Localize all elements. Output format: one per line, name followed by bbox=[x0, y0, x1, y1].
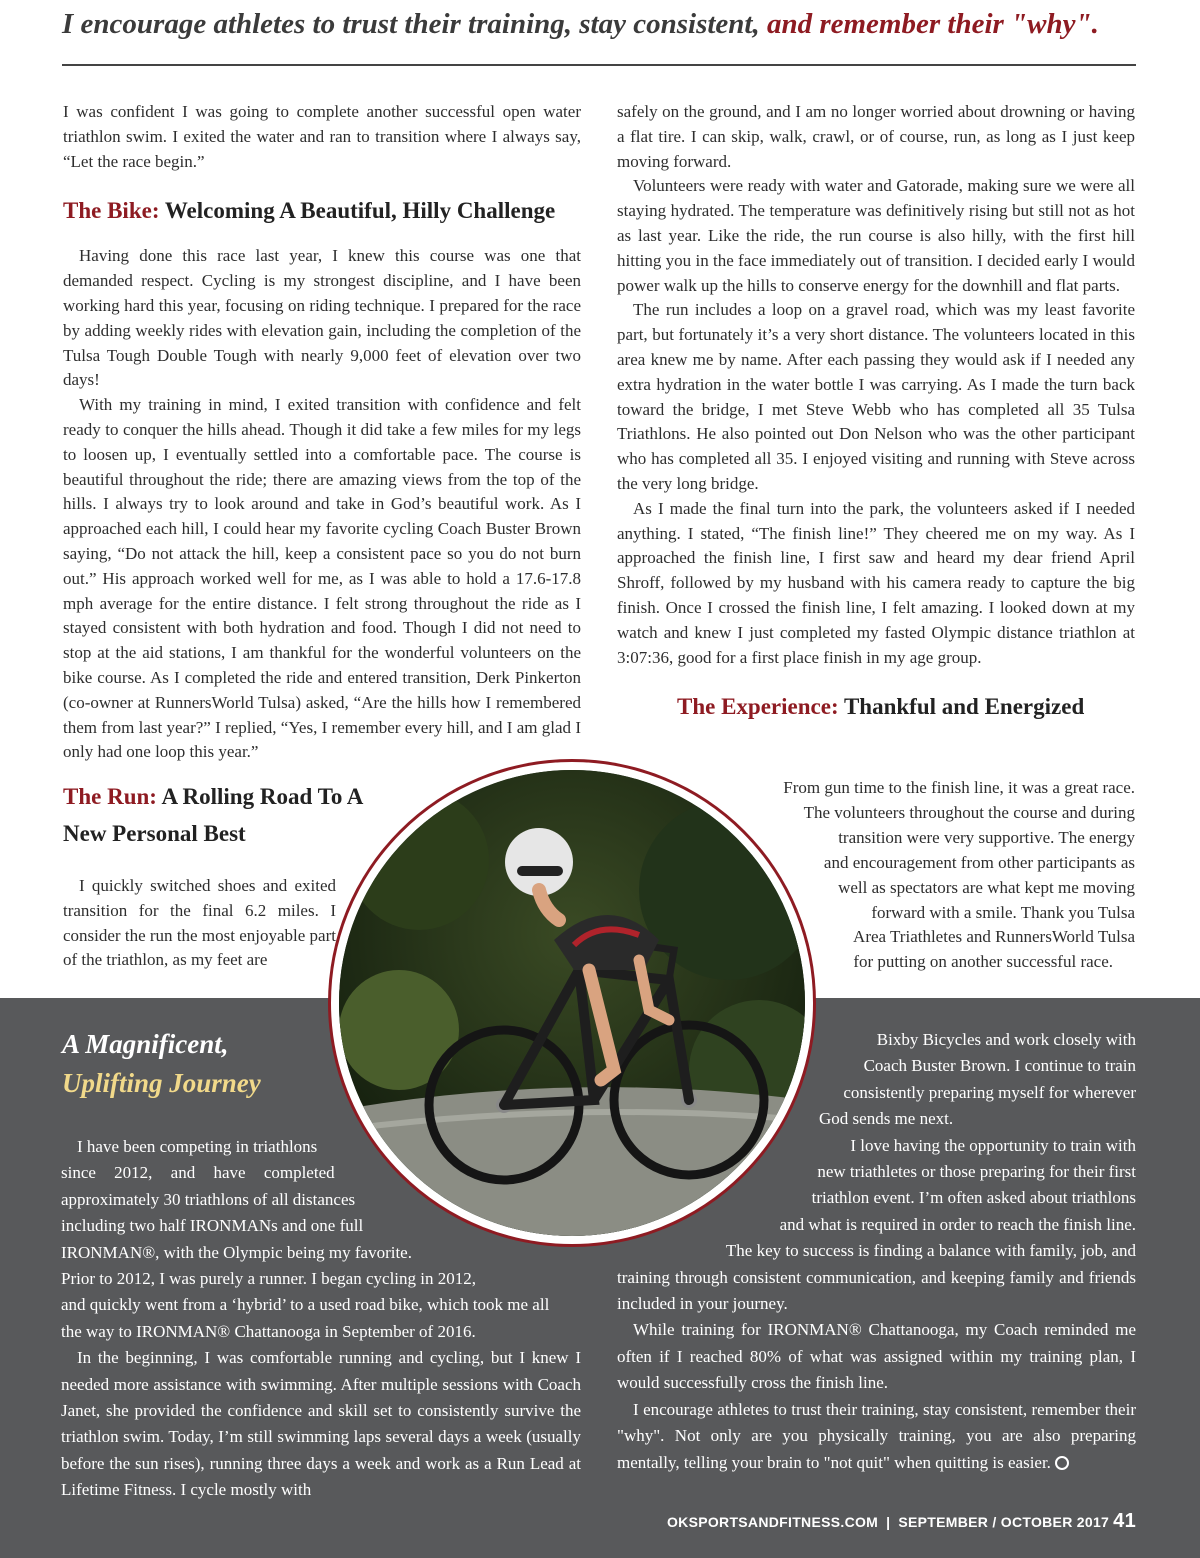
header-rule bbox=[62, 64, 1136, 66]
left-column bbox=[63, 100, 581, 765]
right-column bbox=[617, 100, 1135, 722]
bike-heading-title: Welcoming A Beautiful, Hilly Challenge bbox=[164, 198, 556, 224]
journey-line: The key to success is finding a balance with family, job, and bbox=[725, 1241, 1136, 1261]
journey-line: Coach Buster Brown. I continue to train bbox=[863, 1056, 1136, 1076]
footer-issue: SEPTEMBER / OCTOBER 2017 bbox=[898, 1514, 1110, 1530]
journey-paragraph-2: In the beginning, I was comfortable running and cycling, but I knew I needed more assistance with swimming. After multiple sessions with Coach Janet, she provided the confidence and skill set to consistently survive the triathlon swim. Today, I’m still swimming laps several days a week (usually before the sun rises), running three days a week and work as a Run Lead at Lifetime Fitness. I cycle mostly with bbox=[61, 1348, 581, 1500]
experience-line: From gun time to the finish line, it was a great race. bbox=[783, 778, 1135, 797]
journey-paragraph-cont: training through consistent communication, and keeping family and friends included in your journey. bbox=[617, 1267, 1136, 1314]
experience-line: transition were very supportive. The energy bbox=[838, 827, 1135, 847]
journey-line: I love having the opportunity to train with bbox=[850, 1135, 1136, 1155]
journey-line: and what is required in order to reach the finish line. bbox=[779, 1214, 1136, 1234]
intro-paragraph: I was confident I was going to complete another successful open water triathlon swim. I exited the water and ran to transition where I always say, “Let the race begin.” bbox=[63, 102, 581, 171]
bike-paragraph-1: Having done this race last year, I knew this course was one that demanded respect. Cycling is my strongest discipline, and I have been working hard this year, focusing on riding technique. I prepared for the race by adding weekly rides with elevation gain, including the completion of the Tulsa Tough Double Tough with nearly 9,000 feet of elevation over two days! bbox=[63, 246, 581, 390]
bike-heading-label: The Bike: bbox=[63, 198, 160, 224]
journey-line: approximately 30 triathlons of all distances bbox=[61, 1189, 356, 1209]
experience-line: forward with a smile. Thank you Tulsa bbox=[871, 902, 1135, 922]
experience-heading bbox=[677, 692, 1135, 722]
footer-separator: | bbox=[886, 1514, 891, 1530]
run-paragraph-5: As I made the final turn into the park, the volunteers asked if I needed anything. I stated, “The finish line!” They cheered me on my way. As I approached the finish line, I first saw and heard my dear friend April Shroff, followed by my husband with his camera ready to capture the big finish. Once I crossed the finish line, I felt amazing. I looked down at my watch and knew I just completed my fasted Olympic distance triathlon at 3:07:36, good for a first place finish in my age group. bbox=[617, 498, 1135, 667]
journey-line: since 2012, and have completed bbox=[61, 1163, 335, 1183]
cyclist-photo bbox=[331, 762, 813, 1244]
journey-line: IRONMAN®, with the Olympic being my favorite. bbox=[61, 1242, 412, 1262]
run-paragraph-1: I quickly switched shoes and exited transition for the final 6.2 miles. I consider the run the most enjoyable part of the triathlon, as my feet are bbox=[63, 876, 336, 970]
experience-line: Area Triathletes and RunnersWorld Tulsa bbox=[853, 927, 1135, 947]
journey-line: including two half IRONMANs and one full bbox=[61, 1216, 364, 1236]
experience-line: and encouragement from other participants as bbox=[823, 852, 1135, 872]
journey-title bbox=[62, 1025, 261, 1103]
page-footer bbox=[667, 1510, 1136, 1533]
journey-paragraph-3: While training for IRONMAN® Chattanooga, my Coach reminded me often if I reached 80% of what was assigned within my training plan, I would successfully cross the finish line. bbox=[617, 1320, 1136, 1393]
experience-line: for putting on another successful race. bbox=[853, 952, 1113, 972]
run-paragraph-3: Volunteers were ready with water and Gatorade, making sure we were all staying hydrated. The temperature was definitively rising but still not as hot as last year. Like the ride, the run course is also hilly, with the first hill hitting you in the face immediately out of transition. I decided early I would power walk up the hills to conserve energy for the downhill and flat parts. bbox=[617, 176, 1135, 295]
experience-line: well as spectators are what kept me moving bbox=[838, 877, 1135, 897]
pull-quote-text: I encourage athletes to trust their training, stay consistent, bbox=[62, 8, 760, 40]
journey-line: triathlon event. I’m often asked about triathlons bbox=[811, 1188, 1136, 1208]
journey-line: God sends me next. bbox=[819, 1109, 954, 1129]
footer-site: OKSPORTSANDFITNESS.COM bbox=[666, 1514, 879, 1530]
experience-heading-label: The Experience: bbox=[677, 694, 839, 720]
journey-line: I have been competing in triathlons bbox=[77, 1137, 318, 1156]
page-number: 41 bbox=[1113, 1510, 1136, 1532]
journey-line: Bixby Bicycles and work closely with bbox=[876, 1030, 1136, 1049]
journey-line: the way to IRONMAN® Chattanooga in September of 2016. bbox=[61, 1321, 476, 1341]
pull-quote-accent: and remember their "why". bbox=[766, 8, 1099, 40]
journey-paragraph-4-text: I encourage athletes to trust their training, stay consistent, remember their "why". Not only are you physically training, you are also preparing mentally, telling your brain to "not quit" when quitting is easier. bbox=[617, 1399, 1136, 1472]
cyclist-illustration bbox=[339, 770, 805, 1236]
journey-title-2: Uplifting Journey bbox=[62, 1068, 261, 1098]
experience-heading-title: Thankful and Energized bbox=[843, 694, 1085, 720]
journey-line: new triathletes or those preparing for their first bbox=[817, 1162, 1136, 1182]
bike-heading bbox=[63, 196, 581, 226]
run-heading-title-2: New Personal Best bbox=[63, 821, 246, 846]
run-column bbox=[63, 874, 336, 973]
journey-paragraph-4 bbox=[617, 1397, 1136, 1476]
run-paragraph-4: The run includes a loop on a gravel road, which was my least favorite part, but fortunately it’s a very short distance. The volunteers located in this area knew me by name. After each passing they would ask if I needed any extra hydration in the water bottle I was carrying. As I made the turn back toward the bridge, I met Steve Webb who has completed all 35 Tulsa Triathlons. He also pointed out Don Nelson who was the other participant who has completed all 35. I enjoyed visiting and running with Steve across the very long bridge. bbox=[617, 300, 1135, 493]
run-paragraph-2: safely on the ground, and I am no longer worried about drowning or having a flat tire. I can skip, walk, crawl, or of course, run, as long as I just keep moving forward. bbox=[617, 102, 1135, 171]
journey-line: Prior to 2012, I was purely a runner. I began cycling in 2012, bbox=[61, 1269, 476, 1289]
journey-line: and quickly went from a ‘hybrid’ to a used road bike, which took me all bbox=[61, 1295, 550, 1315]
run-heading bbox=[63, 778, 403, 852]
end-mark-icon bbox=[1055, 1456, 1069, 1470]
journey-title-1: A Magnificent, bbox=[62, 1029, 229, 1059]
experience-line: The volunteers throughout the course and during bbox=[803, 802, 1135, 822]
pull-quote bbox=[62, 8, 1142, 41]
run-heading-label: The Run: bbox=[63, 784, 157, 809]
journey-line: consistently preparing myself for wherever bbox=[843, 1082, 1136, 1102]
run-heading-title-1: A Rolling Road To A bbox=[161, 784, 364, 809]
bike-paragraph-2: With my training in mind, I exited transition with confidence and felt ready to conquer the hills ahead. Though it did take a few miles for my legs to loosen up, I eventually settled into a comfortable pace. The course is beautiful throughout the ride; there are amazing views from the top of the hills. I always try to look around and take in God’s beautiful work. As I approached each hill, I could hear my favorite cycling Coach Buster Brown saying, “Do not attack the hill, keep a consistent pace so you do not burn out.” His approach worked well for me, as I was able to hold a 17.6-17.8 mph average for the entire distance. I felt strong throughout the ride as I stayed consistent with both hydration and food. Though I did not need to stop at the aid stations, I am thankful for the wonderful volunteers on the bike course. As I completed the ride and entered transition, Derk Pinkerton (co-owner at RunnersWorld Tulsa) asked, “Are the hills how I remembered them from last year?” I replied, “Yes, I remember every hill, and I am glad I only had one loop this year.” bbox=[63, 395, 581, 762]
